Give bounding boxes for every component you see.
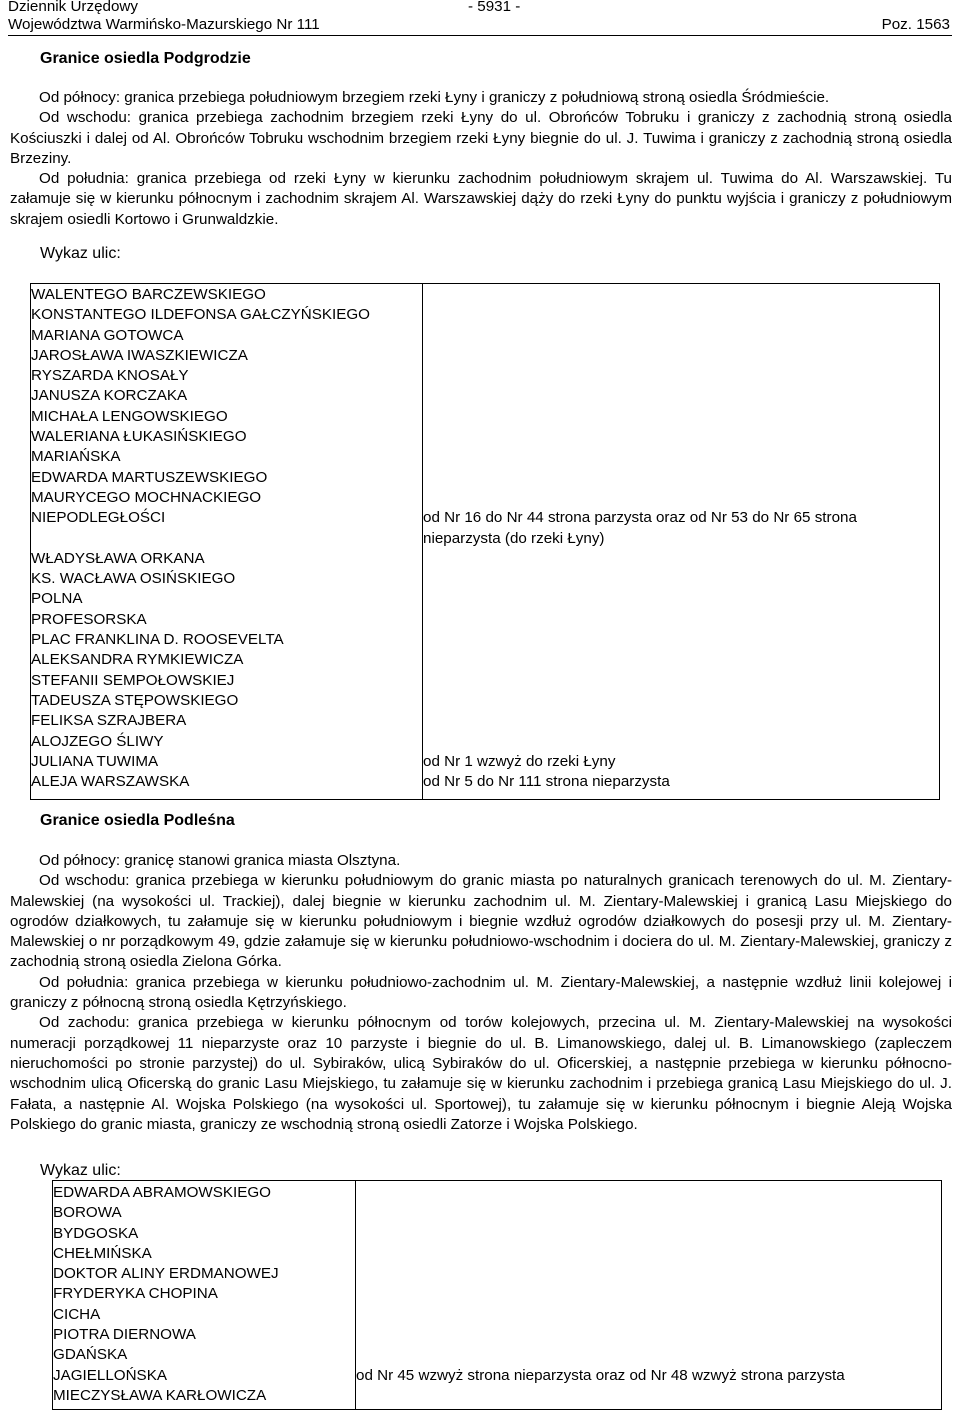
- streets-list-label: Wykaz ulic:: [40, 245, 121, 262]
- journal-title-line1: Dziennik Urzędowy: [8, 0, 138, 15]
- street-name: STEFANII SEMPOŁOWSKIEJ: [31, 671, 235, 689]
- street-name: WŁADYSŁAWA ORKANA: [31, 549, 205, 567]
- street-name: KONSTANTEGO ILDEFONSA GAŁCZYŃSKIEGO: [31, 306, 370, 324]
- row-spacer: [356, 1183, 941, 1366]
- street-name: EDWARDA MARTUSZEWSKIEGO: [31, 468, 268, 486]
- street-name: TADEUSZA STĘPOWSKIEGO: [31, 691, 239, 709]
- street-name: CHEŁMIŃSKA: [53, 1244, 152, 1262]
- street-name: EDWARDA ABRAMOWSKIEGO: [53, 1184, 271, 1201]
- street-name: PIOTRA DIERNOWA: [53, 1326, 196, 1344]
- row-spacer: [423, 549, 939, 752]
- street-name: MIECZYSŁAWA KARŁOWICZA: [53, 1386, 267, 1404]
- page-number: - 5931 -: [468, 0, 521, 15]
- street-name: RYSZARDA KNOSAŁY: [31, 367, 189, 385]
- street-name: WALERIANA ŁUKASIŃSKIEGO: [31, 428, 247, 446]
- boundary-west: Od zachodu: granica przebiega w kierunku północnym od torów kolejowych, przecina ul. M. Zientary-Malewskiej na wysokości numeracji porządkowej 11 nieparzyste oraz 10 parzyste i biegnie do ul. B. Limanowskiego, dalej ul. B. Limanowskiego (zapleczem nieruchomości po stronie parzystej) do ul. Sybiraków, ulicą Sybiraków do ul. Oficerskiej, a następnie przebiega w kierunku północno-wschodnim ulicą Oficerską do granic Lasu Miejskiego, tu załamuje się w kierunku zachodnim i przebiega granicą Lasu Miejskiego do ul. J. Fałata, a następnie Al. Wojska Polskiego (na wysokości ul. Sportowej), tu załamuje się w kierunku północnym i biegnie Aleją Wojska Polskiego do granic miasta, graniczy ze wschodnią stroną osiedli Zatorze i Wojska Polskiego.: [10, 1014, 952, 1133]
- street-name: BOROWA: [53, 1204, 122, 1222]
- street-note: od Nr 1 wzwyż do rzeki Łyny: [423, 752, 616, 770]
- row-spacer: [423, 285, 939, 508]
- boundary-east: Od wschodu: granica przebiega w kierunku południowym do granic miasta po naturalnych granicach terenowych do ul. M. Zientary-Malewskiej (na wysokości ul. Trackiej), dalej biegnie w kierunku zachodnim ul. M. Zientary-Malewskiej i granicą Lasu Miejskiego do ogrodów działkowych, tu załamuje się w kierunku południowym i biegnie wzdłuż ogrodów działkowych do posesji przy ul. M. Zientary-Malewskiej o nr porządkowym 49, gdzie załamuje się w kierunku południowo-wschodnim i dociera do ul. M. Zientary-Malewskiej, graniczy z zachodnią stroną osiedla Zielona Górka.: [10, 872, 952, 971]
- boundary-south: Od południa: granica przebiega od rzeki Łyny w kierunku zachodnim południowym skrajem ul. Tuwima do Al. Warszawskiej. Tu załamuje się w kierunku północnym i zachodnim skrajem Al. Warszawskiej dąży do rzeki Łyny do punktu wyjścia i graniczy z południowym skrajem osiedli Kortowo i Grunwaldzkie.: [10, 170, 952, 228]
- street-name: KS. WACŁAWA OSIŃSKIEGO: [31, 570, 236, 588]
- street-name: FRYDERYKA CHOPINA: [53, 1285, 218, 1303]
- street-name: MARIANA GOTOWCA: [31, 326, 184, 344]
- street-note: od Nr 45 wzwyż strona nieparzysta oraz od Nr 48 wzwyż strona parzysta: [356, 1366, 845, 1384]
- street-notes-column: [423, 284, 940, 800]
- street-name: WALENTEGO BARCZEWSKIEGO: [31, 286, 266, 303]
- journal-title-line2: Województwa Warmińsko-Mazurskiego Nr 111: [8, 16, 320, 33]
- boundary-description-podgrodzie: [10, 88, 952, 230]
- street-name: ALEKSANDRA RYMKIEWICZA: [31, 651, 244, 669]
- street-name: JULIANA TUWIMA: [31, 752, 159, 770]
- street-name: JANUSZA KORCZAKA: [31, 387, 188, 405]
- street-name: POLNA: [31, 590, 83, 608]
- streets-list-label: Wykaz ulic:: [40, 1162, 121, 1179]
- street-name: CICHA: [53, 1305, 101, 1323]
- page-header: [8, 0, 952, 38]
- section-title-podgrodzie: Granice osiedla Podgrodzie: [40, 50, 251, 67]
- boundary-south: Od południa: granica przebiega w kierunku południowo-zachodnim ul. M. Zientary-Malewskiej, a następnie wzdłuż linii kolejowej i graniczy z północną stroną osiedla Kętrzyńskiego.: [10, 973, 952, 1012]
- section-title-podlesna: Granice osiedla Podleśna: [40, 812, 235, 829]
- street-notes-column: [356, 1181, 942, 1410]
- street-note: od Nr 5 do Nr 111 strona nieparzysta: [423, 773, 670, 791]
- street-name: ALEJA WARSZAWSKA: [31, 773, 190, 791]
- street-note: nieparzysta (do rzeki Łyny): [423, 529, 605, 547]
- streets-table-podgrodzie: [30, 283, 940, 800]
- street-name: MICHAŁA LENGOWSKIEGO: [31, 407, 228, 425]
- streets-table-podlesna: [52, 1180, 942, 1410]
- street-name: BYDGOSKA: [53, 1224, 139, 1242]
- boundary-north: Od północy: granicę stanowi granica miasta Olsztyna.: [39, 852, 401, 869]
- position-number: Poz. 1563: [881, 16, 950, 33]
- street-name: PROFESORSKA: [31, 610, 147, 628]
- boundary-description-podlesna: [10, 851, 952, 1135]
- street-name: MARIAŃSKA: [31, 448, 121, 466]
- street-name: JAROSŁAWA IWASZKIEWICZA: [31, 346, 248, 364]
- street-name: NIEPODLEGŁOŚCI: [31, 509, 166, 527]
- header-rule: [8, 35, 952, 36]
- street-name: GDAŃSKA: [53, 1346, 128, 1364]
- street-name: PLAC FRANKLINA D. ROOSEVELTA: [31, 631, 284, 649]
- boundary-east: Od wschodu: granica przebiega zachodnim brzegiem rzeki Łyny do ul. Obrońców Tobruku i graniczy z zachodnią stroną osiedla Kościuszki i dalej od Al. Obrońców Tobruku wschodnim brzegiem rzeki Łyny biegnie do ul. J. Tuwima i graniczy z zachodnią stroną osiedla Brzeziny.: [10, 109, 952, 167]
- street-name: DOKTOR ALINY ERDMANOWEJ: [53, 1265, 279, 1283]
- street-note: od Nr 16 do Nr 44 strona parzysta oraz od Nr 53 do Nr 65 strona: [423, 509, 857, 527]
- street-name: FELIKSA SZRAJBERA: [31, 712, 187, 730]
- street-name: JAGIELLOŃSKA: [53, 1366, 167, 1384]
- street-names-column: [53, 1181, 356, 1410]
- street-name: MAURYCEGO MOCHNACKIEGO: [31, 488, 262, 506]
- boundary-north: Od północy: granica przebiega południowym brzegiem rzeki Łyny i graniczy z południową stroną osiedla Śródmieście.: [39, 89, 830, 106]
- row-spacer: [31, 529, 422, 549]
- street-names-column: [31, 284, 423, 800]
- street-name: ALOJZEGO ŚLIWY: [31, 732, 164, 750]
